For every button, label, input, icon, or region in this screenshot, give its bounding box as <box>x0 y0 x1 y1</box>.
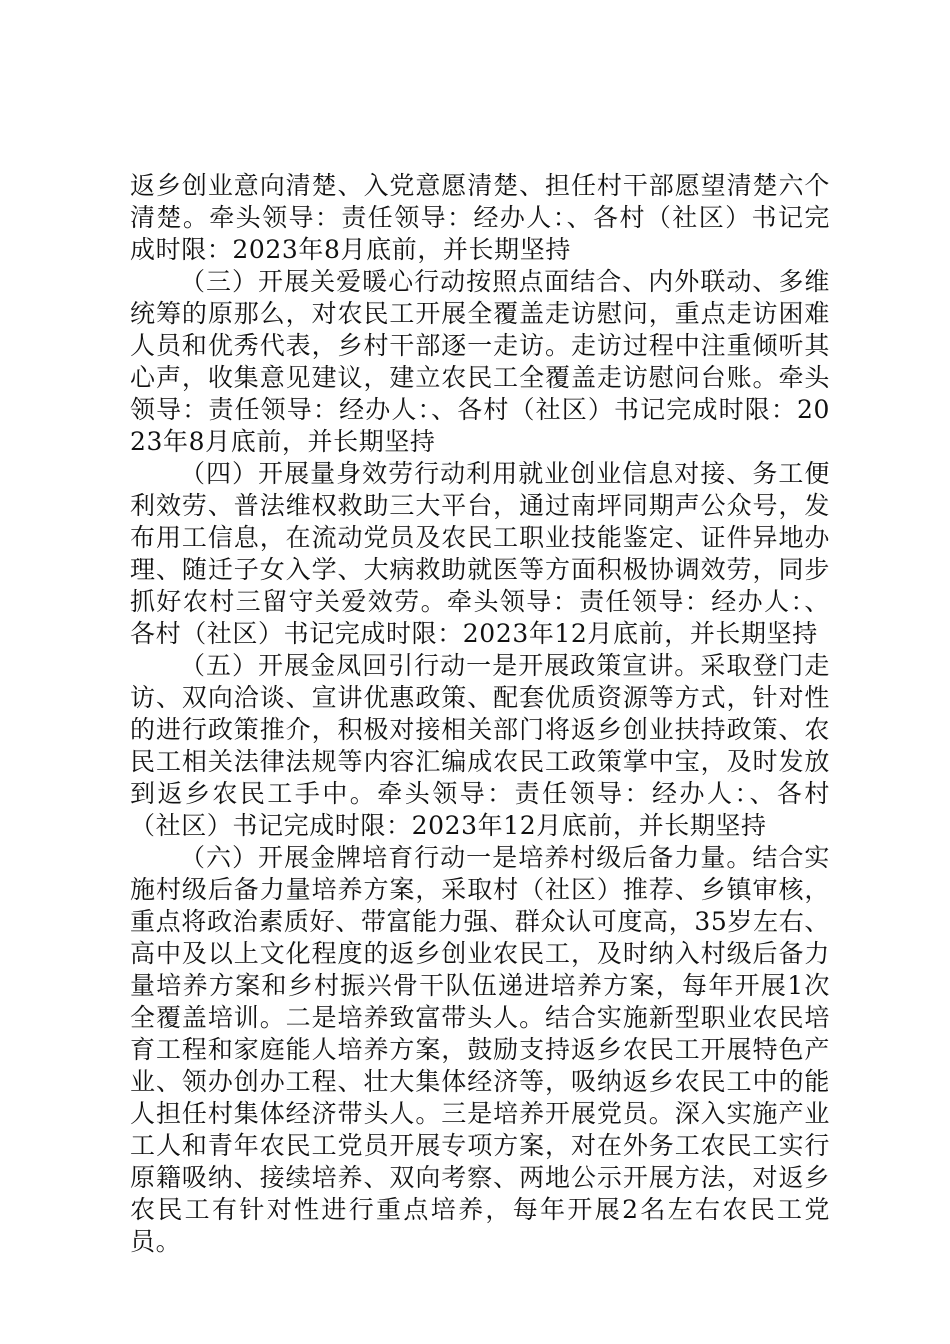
paragraph-p5: （六）开展金牌培育行动一是培养村级后备力量。结合实施村级后备力量培养方案，采取村（社区）推荐、乡镇审核，重点将政治素质好、带富能力强、群众认可度高，35岁左右、高中及以上文化程度的返乡创业农民工，及时纳入村级后备力量培养方案和乡村振兴骨干队伍递进培养方案，每年开展1次全覆盖培训。二是培养致富带头人。结合实施新型职业农民培育工程和家庭能人培养方案，鼓励支持返乡农民工开展特色产业、领办创办工程、壮大集体经济等，吸纳返乡农民工中的能人担任村集体经济带头人。三是培养开展党员。深入实施产业工人和青年农民工党员开展专项方案，对在外务工农民工实行原籍吸纳、接续培养、双向考察、两地公示开展方法，对返乡农民工有针对性进行重点培养，每年开展2名左右农民工党员。 <box>130 843 830 1256</box>
paragraph-p3: （四）开展量身效劳行动利用就业创业信息对接、务工便利效劳、普法维权救助三大平台，通过南坪同期声公众号，发布用工信息，在流动党员及农民工职业技能鉴定、证件异地办理、随迁子女入学、大病救助就医等方面积极协调效劳，同步抓好农村三留守关爱效劳。牵头领导：责任领导：经办人：、各村（社区）书记完成时限：2023年12月底前，并长期坚持 <box>130 459 830 648</box>
paragraph-p1: 返乡创业意向清楚、入党意愿清楚、担任村干部愿望清楚六个清楚。牵头领导：责任领导：经办人：、各村（社区）书记完成时限：2023年8月底前，并长期坚持 <box>130 171 830 264</box>
paragraph-p2: （三）开展关爱暖心行动按照点面结合、内外联动、多维统筹的原那么，对农民工开展全覆盖走访慰问，重点走访困难人员和优秀代表，乡村干部逐一走访。走访过程中注重倾听其心声，收集意见建议，建立农民工全覆盖走访慰问台账。牵头领导：责任领导：经办人：、各村（社区）书记完成时限：2023年8月底前，并长期坚持 <box>130 267 830 456</box>
document-page <box>130 170 830 1258</box>
paragraph-p4: （五）开展金凤回引行动一是开展政策宣讲。采取登门走访、双向洽谈、宣讲优惠政策、配套优质资源等方式，针对性的进行政策推介，积极对接相关部门将返乡创业扶持政策、农民工相关法律法规等内容汇编成农民工政策掌中宝，及时发放到返乡农民工手中。牵头领导：责任领导：经办人：、各村（社区）书记完成时限：2023年12月底前，并长期坚持 <box>130 651 830 840</box>
